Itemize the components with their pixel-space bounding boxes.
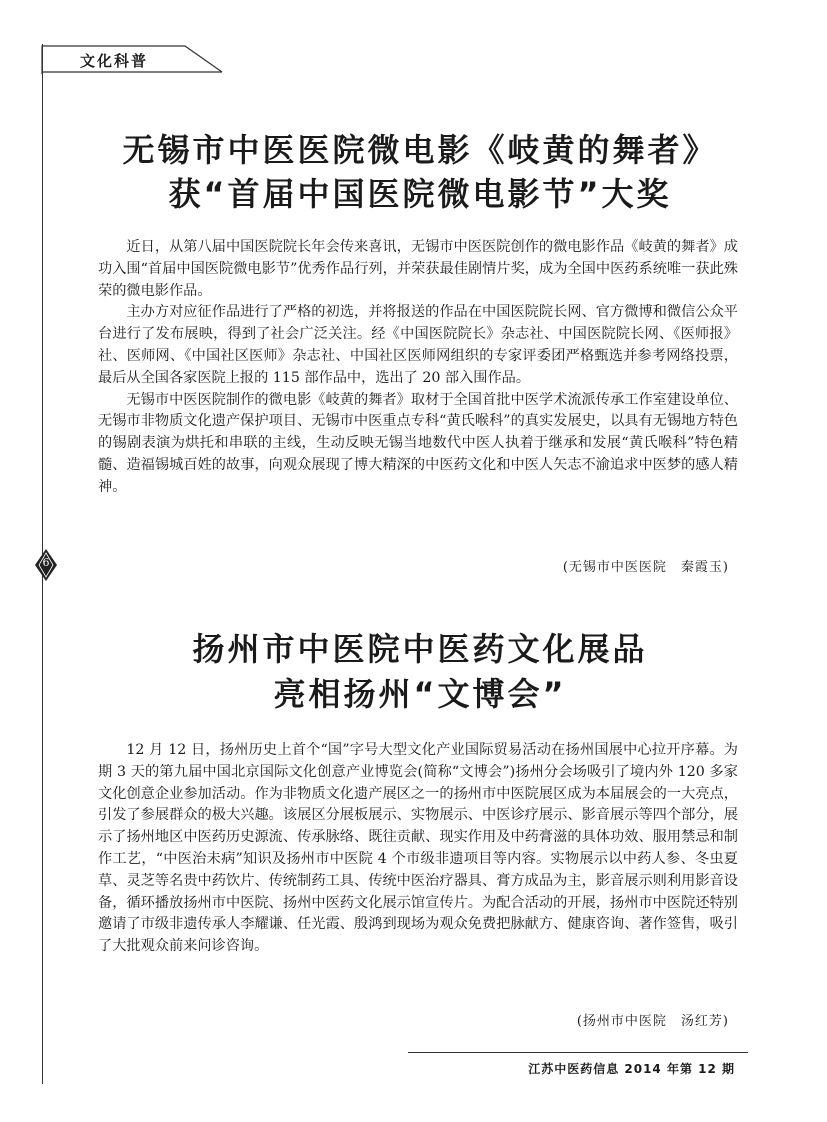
article-2-title-line-2: 亮相扬州“文博会” — [273, 675, 567, 713]
section-header-tab — [40, 44, 225, 74]
journal-footer: 江苏中医药信息 2014 年第 12 期 — [528, 1062, 735, 1076]
article-2-title-line-1: 扬州市中医院中医药文化展品 — [192, 630, 648, 668]
article-2-body — [98, 740, 738, 958]
footer-rule — [408, 1052, 748, 1053]
article-2-paragraph: 12 月 12 日，扬州历史上首个“国”字号大型文化产业国际贸易活动在扬州国展中心拉开序幕。为期 3 天的第九届中国北京国际文化创意产业博览会(简称“文博会”)扬州分会场吸引了境内外 120 多家文化创意企业参加活动。作为非物质文化遗产展区之一的扬州市中医院展区成为本届展会的一大亮点，引发了参展群众的极大兴趣。该展区分展板展示、实物展示、中医诊疗展示、影音展示等四个部分，展示了扬州地区中医药历史源流、传承脉络、既往贡献、现实作用及中药膏滋的具体功效、服用禁忌和制作工艺，“中医治未病”知识及扬州市中医院 4 个市级非遗项目等内容。实物展示以中药人参、冬虫夏草、灵芝等名贵中药饮片、传统制药工具、传统中医治疗器具、膏方成品为主，影音展示则利用影音设备，循环播放扬州市中医院、扬州中医药文化展示馆宣传片。为配合活动的开展，扬州市中医院还特别邀请了市级非遗传承人李耀谦、任光霞、殷鸿到现场为观众免费把脉献方、健康咨询、著作签售，吸引了大批观众前来问诊咨询。 — [98, 742, 738, 955]
article-1-title-line-2: 获“首届中国医院微电影节”大奖 — [168, 175, 672, 213]
page-number-marker — [34, 548, 58, 582]
section-label: 文化科普 — [80, 52, 149, 70]
article-1-title-line-1: 无锡市中医医院微电影《岐黄的舞者》 — [122, 131, 718, 169]
page-number: 6 — [42, 556, 50, 569]
article-1-paragraph: 主办方对应征作品进行了严格的初选，并将报送的作品在中国医院院长网、官方微博和微信公众平台进行了发布展映，得到了社会广泛关注。经《中国医院院长》杂志社、中国医院院长网、《医师报》社、医师网、《中国社区医师》杂志社、中国社区医师网组织的专家评委团严格甄选并参考网络投票，最后从全国各家医院上报的 115 部作品中，选出了 20 部入围作品。 — [98, 304, 738, 386]
article-2-byline: (扬州市中医院 汤红芳) — [576, 1014, 729, 1029]
article-1-byline: (无锡市中医医院 秦霞玉) — [562, 560, 729, 575]
article-1-paragraph: 无锡市中医医院制作的微电影《岐黄的舞者》取材于全国首批中医学术流派传承工作室建设单位、无锡市非物质文化遗产保护项目、无锡市中医重点专科“黄氏喉科”的真实发展史，以具有无锡地方特色的锡剧表演为烘托和串联的主线，生动反映无锡当地数代中医人执着于继承和发展“黄氏喉科”特色精髓、造福锡城百姓的故事，向观众展现了博大精深的中医药文化和中医人矢志不渝追求中医梦的感人精神。 — [98, 391, 738, 495]
article-1-paragraph: 近日，从第八届中国医院院长年会传来喜讯，无锡市中医医院创作的微电影作品《岐黄的舞者》成功入围“首届中国医院微电影节”优秀作品行列，并荣获最佳剧情片奖，成为全国中医药系统唯一获此殊荣的微电影作品。 — [98, 239, 738, 299]
article-1-body — [98, 237, 738, 499]
